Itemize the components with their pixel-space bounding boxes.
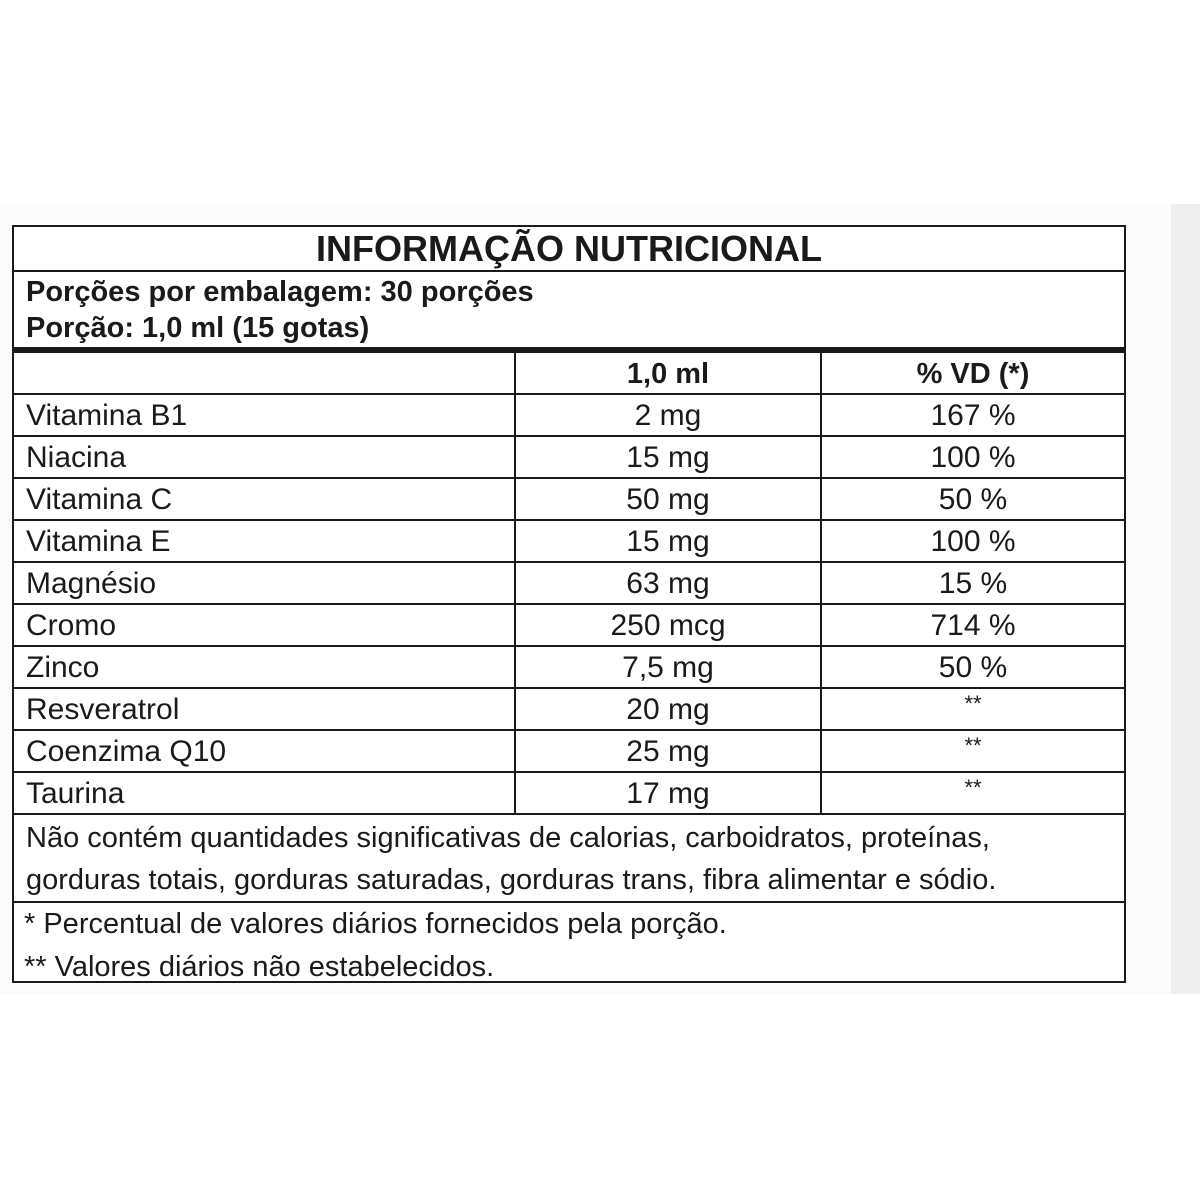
nutrient-amount: 50 mg <box>514 479 820 519</box>
nutrient-amount: 15 mg <box>514 521 820 561</box>
nutrient-daily-value: 50 % <box>820 479 1124 519</box>
footnote-not-established: ** Valores diários não estabelecidos. <box>24 951 495 983</box>
nutrient-name: Zinco <box>26 651 100 684</box>
table-row <box>14 647 1124 689</box>
nutrition-facts-label <box>12 225 1126 983</box>
nutrient-daily-value: 15 % <box>820 563 1124 603</box>
table-row <box>14 395 1124 437</box>
table-row <box>14 773 1124 815</box>
nutrient-name: Vitamina E <box>26 525 171 558</box>
footnote-daily-values: * Percentual de valores diários fornecidos pela porção. <box>24 908 727 940</box>
nutrient-name: Taurina <box>26 777 125 810</box>
nutrient-name: Resveratrol <box>26 693 180 726</box>
nutrient-name: Magnésio <box>26 567 157 600</box>
table-row <box>14 563 1124 605</box>
nutrient-daily-value: ** <box>820 773 1124 813</box>
nutrient-daily-value: 100 % <box>820 521 1124 561</box>
nutrient-amount: 15 mg <box>514 437 820 477</box>
nutrient-name: Coenzima Q10 <box>26 735 227 768</box>
table-header-row <box>14 353 1124 395</box>
header-amount: 1,0 ml <box>514 353 820 393</box>
nutrient-name: Cromo <box>26 609 117 642</box>
nutrient-amount: 17 mg <box>514 773 820 813</box>
nutrient-daily-value: 167 % <box>820 395 1124 435</box>
table-row <box>14 521 1124 563</box>
nutrient-amount: 63 mg <box>514 563 820 603</box>
table-row <box>14 479 1124 521</box>
header-nutrient <box>14 353 514 393</box>
table-row <box>14 605 1124 647</box>
nutrient-daily-value: 714 % <box>820 605 1124 645</box>
insignificant-amounts-note <box>14 817 1124 903</box>
header-daily-value: % VD (*) <box>820 353 1124 393</box>
nutrient-amount: 250 mcg <box>514 605 820 645</box>
note-line: Não contém quantidades significativas de calorias, carboidratos, proteínas, <box>26 822 990 854</box>
nutrient-name: Niacina <box>26 441 127 474</box>
serving-size: Porção: 1,0 ml (15 gotas) <box>26 312 370 344</box>
serving-info <box>14 272 1124 353</box>
note-line: gorduras totais, gorduras saturadas, gorduras trans, fibra alimentar e sódio. <box>26 864 997 896</box>
label-title: INFORMAÇÃO NUTRICIONAL <box>14 227 1124 272</box>
nutrient-amount: 25 mg <box>514 731 820 771</box>
servings-per-package: Porções por embalagem: 30 porções <box>26 276 534 308</box>
nutrient-daily-value: 100 % <box>820 437 1124 477</box>
nutrient-daily-value: ** <box>820 731 1124 771</box>
nutrient-table <box>14 353 1124 817</box>
table-row <box>14 731 1124 773</box>
nutrient-amount: 2 mg <box>514 395 820 435</box>
scrollbar-track[interactable] <box>1171 204 1200 994</box>
nutrient-amount: 20 mg <box>514 689 820 729</box>
nutrient-name: Vitamina C <box>26 483 173 516</box>
nutrient-daily-value: ** <box>820 689 1124 729</box>
nutrient-daily-value: 50 % <box>820 647 1124 687</box>
table-row <box>14 437 1124 479</box>
footnotes <box>14 903 1124 981</box>
nutrient-name: Vitamina B1 <box>26 399 188 432</box>
nutrient-amount: 7,5 mg <box>514 647 820 687</box>
table-row <box>14 689 1124 731</box>
